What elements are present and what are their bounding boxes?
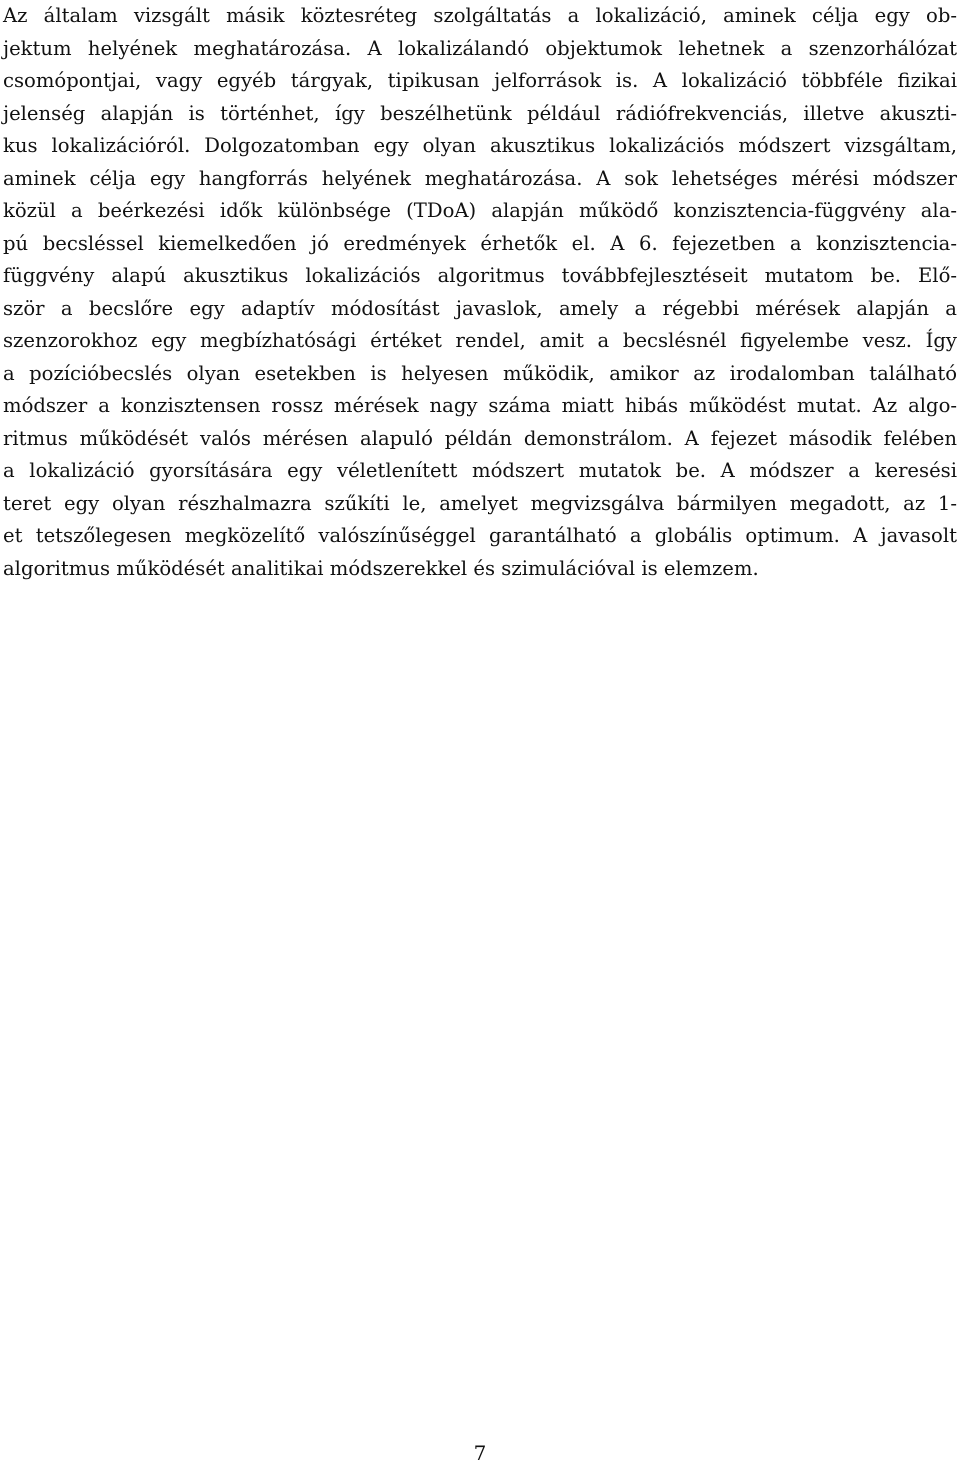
paragraph-line: aminek célja egy hangforrás helyének meghatározása. A sok lehetséges mérési módszer <box>3 166 957 190</box>
paragraph-line: csomópontjai, vagy egyéb tárgyak, tipikusan jelforrások is. A lokalizáció többféle fizikai <box>3 69 957 92</box>
paragraph-line: függvény alapú akusztikus lokalizációs algoritmus továbbfejlesztéseit mutatom be. Elő- <box>3 264 957 287</box>
paragraph-line: közül a beérkezési idők különbsége (TDoA) alapján működő konzisztencia-függvény ala- <box>3 199 957 222</box>
paragraph-line: Az általam vizsgált másik köztesréteg szolgáltatás a lokalizáció, aminek célja egy ob- <box>3 4 957 27</box>
paragraph-line: a pozícióbecslés olyan esetekben is helyesen működik, amikor az irodalomban található <box>3 361 957 385</box>
paragraph-line: pú becsléssel kiemelkedően jó eredmények érhetők el. A 6. fejezetben a konzisztencia- <box>3 231 957 255</box>
paragraph-line: ször a becslőre egy adaptív módosítást javaslok, amely a régebbi mérések alapján a <box>3 296 957 320</box>
body-paragraph <box>3 0 957 585</box>
page-number: 7 <box>473 1441 487 1465</box>
paragraph-line: et tetszőlegesen megközelítő valószínűséggel garantálható a globális optimum. A javasolt <box>3 524 957 547</box>
paragraph-line: ritmus működését valós mérésen alapuló példán demonstrálom. A fejezet második felében <box>3 426 957 450</box>
paragraph-line: módszer a konzisztensen rossz mérések nagy száma miatt hibás működést mutat. Az algo- <box>3 394 957 417</box>
paragraph-line: szenzorokhoz egy megbízhatósági értéket rendel, amit a becslésnél figyelembe vesz. Így <box>3 329 957 352</box>
paragraph-line: teret egy olyan részhalmazra szűkíti le, amelyet megvizsgálva bármilyen megadott, az 1- <box>3 491 957 515</box>
paragraph-line: jektum helyének meghatározása. A lokalizálandó objektumok lehetnek a szenzorhálózat <box>3 36 957 60</box>
paragraph-line: algoritmus működését analitikai módszerekkel és szimulációval is elemzem. <box>3 556 759 580</box>
paragraph-line: jelenség alapján is történhet, így beszélhetünk például rádiófrekvenciás, illetve akuszti- <box>3 101 957 125</box>
paragraph-line: kus lokalizációról. Dolgozatomban egy olyan akusztikus lokalizációs módszert vizsgáltam, <box>3 134 957 157</box>
paragraph-line: a lokalizáció gyorsítására egy véletlenített módszert mutatok be. A módszer a keresési <box>3 459 957 482</box>
